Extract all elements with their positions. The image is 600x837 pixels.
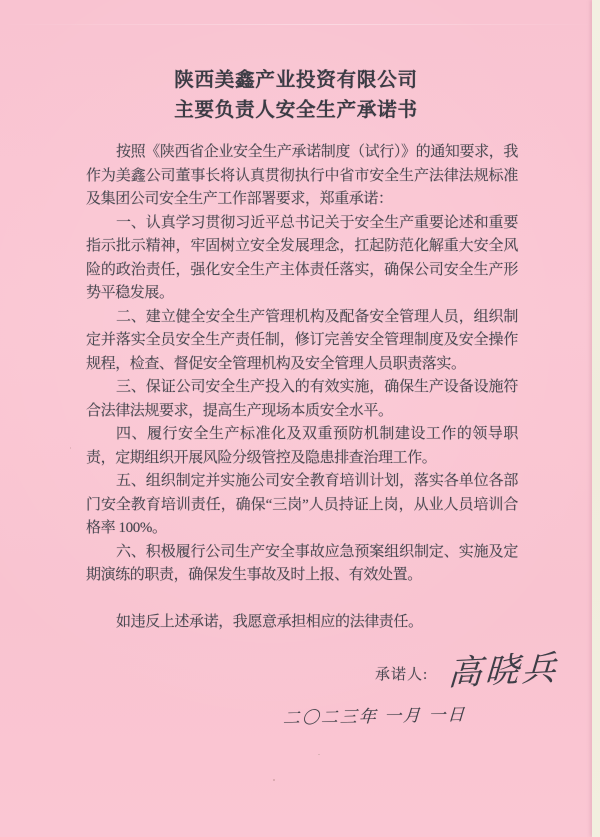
- paragraph-item-6: 六、积极履行公司生产安全事故应急预案组织制定、实施及定期演练的职责，确保发生事故及时上报、有效处置。: [86, 543, 518, 583]
- scan-speck: [70, 447, 71, 449]
- paragraph-item-3: 三、保证公司安全生产投入的有效实施，确保生产设备设施符合法律法规要求，提高生产现场本质安全水平。: [86, 379, 518, 419]
- document-body: [86, 141, 518, 635]
- intro-paragraph: 按照《陕西省企业安全生产承诺制度（试行）》的通知要求，我作为美鑫公司董事长将认真贯彻执行中省市安全生产法律法规标准及集团公司安全生产工作部署要求，郑重承诺：: [86, 144, 518, 207]
- paragraph-item-1: 一、认真学习贯彻习近平总书记关于安全生产重要论述和重要指示批示精神，牢固树立安全发展理念，扛起防范化解重大安全风险的政治责任，强化安全生产主体责任落实，确保公司安全生产形势平稳发展。: [86, 214, 518, 301]
- signature-label: 承诺人:: [375, 667, 429, 683]
- paragraph-item-5: 五、组织制定并实施公司安全教育培训计划，落实各单位各部门安全教育培训责任，确保“三岗”人员持证上岗，从业人员培训合格率 100%。: [86, 473, 518, 536]
- signature-row: [0, 645, 600, 705]
- paragraph-item-2: 二、建立健全安全生产管理机构及配备安全管理人员，组织制定并落实全员安全生产责任制，修订完善安全管理制度及安全操作规程，检查、督促安全管理机构及安全管理人员职责落实。: [86, 308, 518, 372]
- paragraph-item-4: 四、履行安全生产标准化及双重预防机制建设工作的领导职责，定期组织开展风险分级管控及隐患排查治理工作。: [86, 426, 518, 466]
- company-name-title: 陕西美鑫产业投资有限公司: [174, 70, 418, 91]
- paper-crease: [0, 24, 600, 25]
- document-title-block: [0, 66, 592, 126]
- document-subtitle: 主要负责人安全生产承诺书: [174, 100, 418, 121]
- handwritten-signature: 高晓兵: [446, 650, 560, 693]
- scan-speck: [318, 754, 320, 755]
- scanner-background-edge: [592, 0, 600, 837]
- scan-speck: [273, 779, 275, 781]
- handwritten-date: 二〇二三年 一月 一日: [282, 705, 467, 728]
- closing-line: 如违反上述承诺，我愿意承担相应的法律责任。: [116, 614, 423, 630]
